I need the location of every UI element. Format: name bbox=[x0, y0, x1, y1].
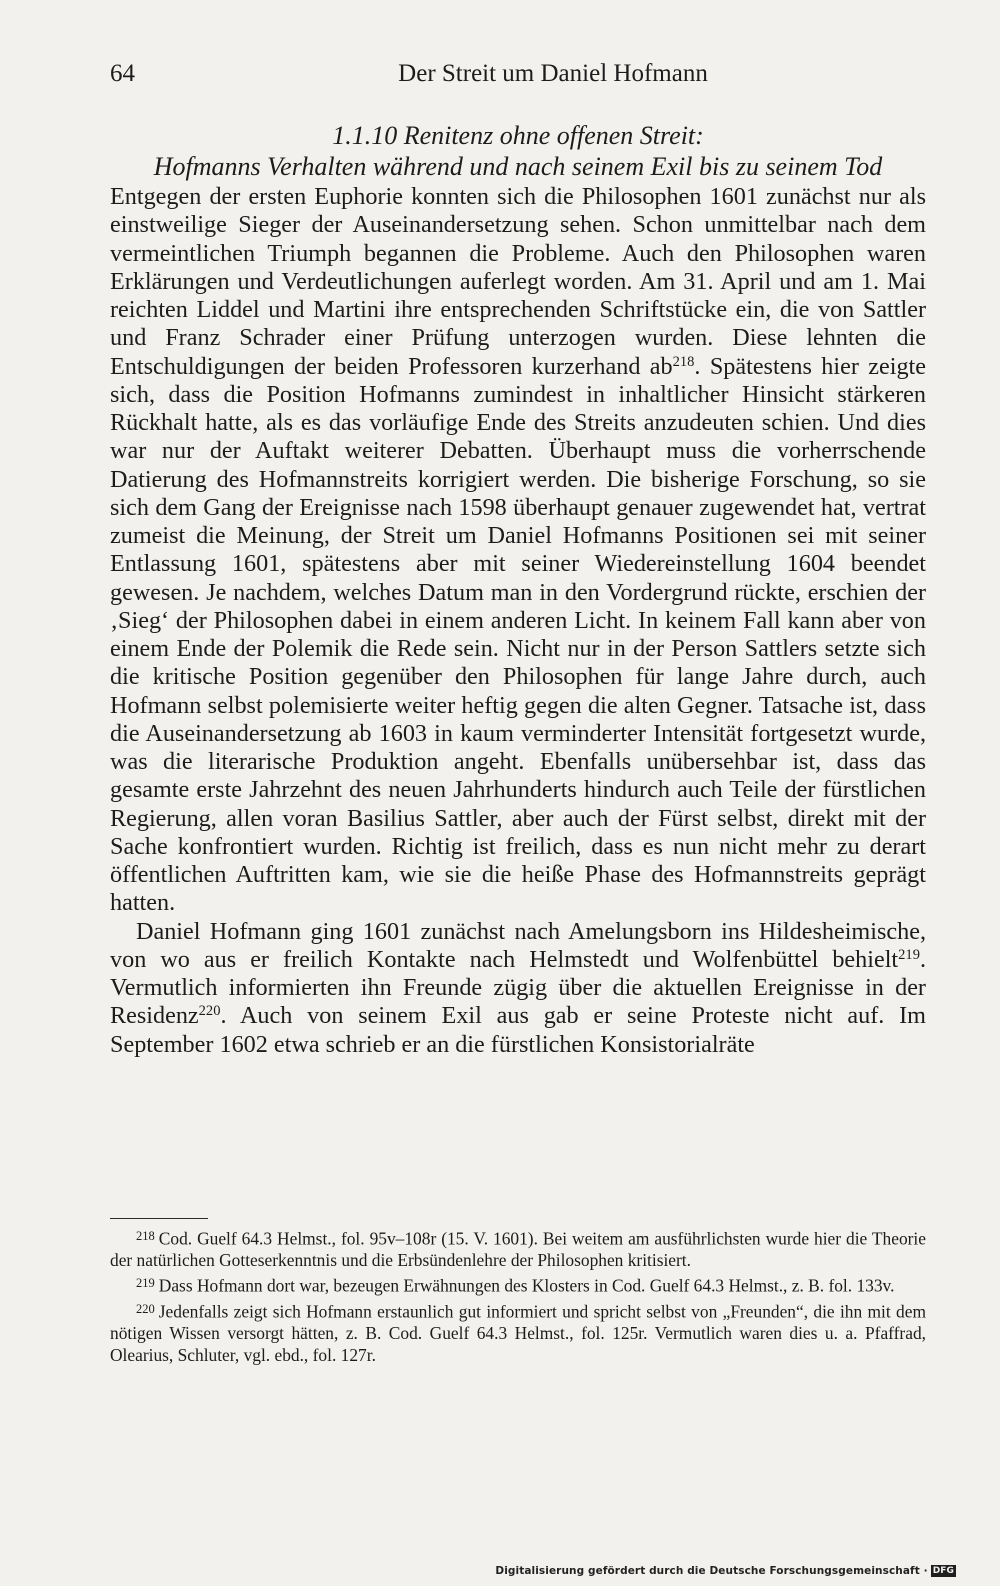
footnote-number: 220 bbox=[136, 1302, 155, 1317]
running-head: Der Streit um Daniel Hofmann bbox=[398, 60, 708, 87]
footnote-ref-219[interactable]: 219 bbox=[898, 946, 920, 963]
footnotes bbox=[110, 1226, 926, 1368]
page-number: 64 bbox=[110, 60, 135, 87]
credit-text: Digitalisierung gefördert durch die Deutsche Forschungsgemeinschaft · bbox=[495, 1565, 928, 1577]
footnote-ref-220[interactable]: 220 bbox=[198, 1003, 221, 1020]
section-heading-line-2: Hofmanns Verhalten während und nach seinem Exil bis zu seinem Tod bbox=[153, 152, 883, 181]
page-header bbox=[110, 60, 926, 94]
paragraph-2-text-b: . Vermutlich informierten ihn Freunde zügig über die aktuellen Ereignisse in der Residenz bbox=[110, 945, 926, 1030]
paragraph-2 bbox=[110, 918, 926, 1059]
footnote-text: Cod. Guelf 64.3 Helmst., fol. 95v–108r (15. V. 1601). Bei weitem am ausführlichsten wurde hier die Theorie der natürlichen Gotteserkenntnis und die Erbsündenlehre der Philosophen kritisiert. bbox=[110, 1228, 926, 1270]
footnote-divider bbox=[110, 1218, 208, 1219]
footnote bbox=[110, 1273, 926, 1297]
footnote bbox=[110, 1299, 926, 1366]
paragraph-1-text-a: Entgegen der ersten Euphorie konnten sich die Philosophen 1601 zunächst nur als einstweilige Sieger der Auseinandersetzung sehen. Schon unmittelbar nach dem vermeintlichen Triumph begannen die Probleme. Auch den Philosophen waren Erklärungen und Verdeutlichungen auferlegt worden. Am 31. April und am 1. Mai reichten Liddel und Martini ihre entsprechenden Schriftstücke ein, die von Sattler und Franz Schrader einer Prüfung unterzogen wurden. Diese lehnten die Entschuldigungen der beiden Professoren kurzerhand ab bbox=[110, 183, 926, 380]
body-text bbox=[110, 183, 926, 1059]
footnote-text: Jedenfalls zeigt sich Hofmann erstaunlich gut informiert und spricht selbst von „Freunden“, die ihn mit dem nötigen Wissen versorgt hätten, z. B. Cod. Guelf 64.3 Helmst., fol. 125r. Vermutlich waren dies u. a. Pfaffrad, Olearius, Schluter, vgl. ebd., fol. 127r. bbox=[110, 1301, 926, 1365]
footnote-ref-218[interactable]: 218 bbox=[672, 353, 695, 370]
footnote bbox=[110, 1226, 926, 1271]
paragraph-2-text-c: . Auch von seinem Exil aus gab er seine Proteste nicht auf. Im September 1602 etwa schrieb er an die fürstlichen Konsistorialräte bbox=[110, 1002, 926, 1058]
paragraph-1 bbox=[110, 183, 926, 918]
paragraph-2-text-a: Daniel Hofmann ging 1601 zunächst nach Amelungsborn ins Hildesheimische, von wo aus er freilich Kontakte nach Helmstedt und Wolfenbüttel behielt bbox=[110, 917, 926, 973]
footnote-number: 218 bbox=[136, 1229, 155, 1243]
footnote-number: 219 bbox=[136, 1276, 155, 1291]
section-heading bbox=[110, 120, 926, 182]
dfg-logo: DFG bbox=[932, 1566, 954, 1576]
section-heading-line-1: 1.1.10 Renitenz ohne offenen Streit: bbox=[332, 121, 704, 150]
digitization-credit bbox=[495, 1565, 956, 1577]
paragraph-1-text-b: . Spätestens hier zeigte sich, dass die Position Hofmanns zumindest in inhaltlicher Hinsicht stärkeren Rückhalt hatte, als es das vorläufige Ende des Streits anzudeuten schien. Und dies war nur der Auftakt weiterer Debatten. Überhaupt muss die vorherrschende Datierung des Hofmannstreits korrigiert werden. Die bisherige Forschung, so sie sich dem Gang der Ereignisse nach 1598 überhaupt genauer zugewendet hat, vertrat zumeist die Meinung, der Streit um Daniel Hofmanns Positionen sei mit seiner Entlassung 1601, spätestens aber mit seiner Wiedereinstellung 1604 beendet gewesen. Je nachdem, welches Datum man in den Vordergrund rückte, erschien der ‚Sieg‘ der Philosophen dabei in einem anderen Licht. In keinem Fall kann aber von einem Ende der Polemik die Rede sein. Nicht nur in der Person Sattlers setzte sich die kritische Position gegenüber den Philosophen für lange Jahre durch, auch Hofmann selbst polemisierte weiter heftig gegen die alten Gegner. Tatsache ist, dass die Auseinandersetzung ab 1603 in kaum verminderter Intensität fortgesetzt wurde, was die literarische Produktion angeht. Ebenfalls unübersehbar ist, dass das gesamte erste Jahrzehnt des neuen Jahrhunderts hindurch auch Teile der fürstlichen Regierung, allen voran Basilius Sattler, aber auch der Fürst selbst, direkt mit der Sache konfrontiert wurden. Richtig ist freilich, dass es nun nicht mehr zu derart öffentlichen Auftritten kam, wie sie die heiße Phase des Hofmannstreits geprägt hatten. bbox=[110, 352, 926, 917]
footnote-text: Dass Hofmann dort war, bezeugen Erwähnungen des Klosters in Cod. Guelf 64.3 Helmst., z. B. fol. 133v. bbox=[158, 1275, 895, 1296]
